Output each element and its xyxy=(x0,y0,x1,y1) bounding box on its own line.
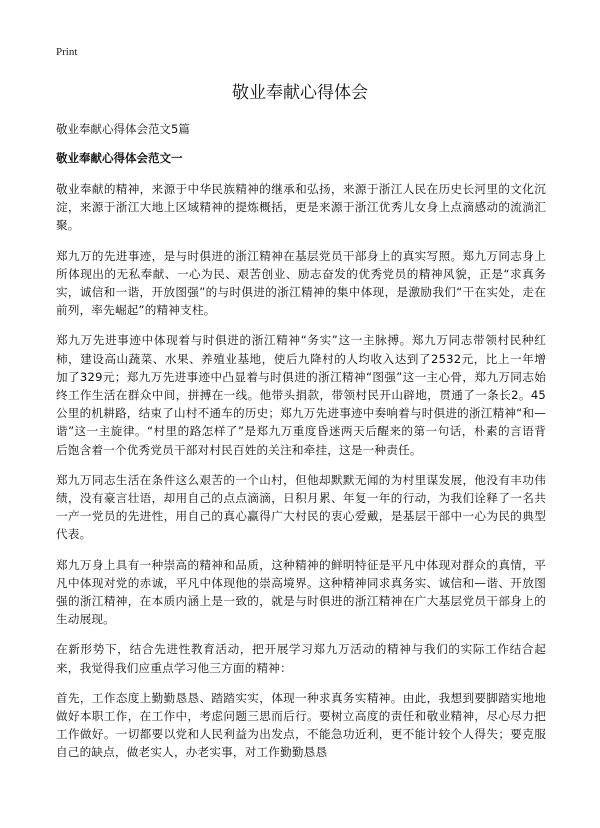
paragraph-5: 郑九万身上具有一种崇高的精神和品质，这种精神的鲜明特征是平凡中体现对群众的真情，平凡中体现对党的赤诚，平凡中体现他的崇高境界。这种精神同求真务实、诚信和—谐、开放图强的浙江精神，在本质内涵上是一致的，就是与时俱进的浙江精神在广大基层党员干部身上的生动展现。 xyxy=(56,557,546,627)
paragraph-1: 敬业奉献的精神，来源于中华民族精神的继承和弘扬，来源于浙江人民在历史长河里的文化沉淀，来源于浙江大地上区域精神的提炼概括，更是来源于浙江优秀儿女身上点滴感动的流淌汇聚。 xyxy=(56,182,546,233)
paragraph-2: 郑九万的先进事迹，是与时俱进的浙江精神在基层党员干部身上的真实写照。郑九万同志身上所体现出的无私奉献、一心为民、艰苦创业、励志奋发的优秀党员的精神风貌，正是“求真务实，诚信和一谐，开放图强”的与时俱进的浙江精神的集中体现，是激励我们“干在实处，走在前列，率先崛起”的精神支柱。 xyxy=(56,248,546,318)
page-title: 敬业奉献心得体会 xyxy=(232,83,368,103)
section-heading: 敬业奉献心得体会范文一 xyxy=(56,151,183,165)
document-body xyxy=(56,180,546,774)
paragraph-3: 郑九万先进事迹中体现着与时俱进的浙江精神“务实”这一主脉搏。郑九万同志带领村民种红柿，建设高山蔬菜、水果、养殖业基地，使后九降村的人均收入达到了2532元，比上一年增加了329元；郑九万先进事迹中凸显着与时俱进的浙江精神“图强”这一主心骨，郑九万同志始终工作生活在群众中间，拼搏在一线。他带头捐款，带领村民开山辟地，贯通了一条长2。45公里的机耕路，结束了山村不通车的历史；郑九万先进事迹中奏响着与时俱进的浙江精神“和—谐”这一主旋律。“村里的路怎样了”是郑九万重度昏迷两天后醒来的第一句话，朴素的言语背后饱含着一个优秀党员干部对村民百姓的关注和牵挂，这是一种责任。 xyxy=(56,333,546,457)
paragraph-7: 首先，工作态度上勤勤恳恳、踏踏实实，体现一种求真务实精神。由此，我想到要脚踏实地地做好本职工作，在工作中，考虑问题三思而后行。要树立高度的责任和敬业精神，尽心尽力把工作做好。一切都要以党和人民利益为出发点，不能急功近利，更不能计较个人得失；要克服自己的缺点，做老实人，办老实事，对工作勤勤恳恳 xyxy=(56,690,546,760)
print-link[interactable]: Print xyxy=(56,46,78,58)
document-subtitle: 敬业奉献心得体会范文5篇 xyxy=(56,122,190,136)
paragraph-6: 在新形势下，结合先进性教育活动，把开展学习郑九万活动的精神与我们的实际工作结合起来，我觉得我们应重点学习他三方面的精神： xyxy=(56,642,546,675)
paragraph-4: 郑九万同志生活在条件这么艰苦的一个山村，但他却默默无闻的为村里谋发展，他没有丰功伟绩，没有豪言壮语，却用自己的点点滴滴，日积月累、年复一年的行动，为我们诠释了一名共一产一党员的先进性，用自己的真心赢得广大村民的衷心爱戴，是基层干部中一心为民的典型代表。 xyxy=(56,472,546,542)
